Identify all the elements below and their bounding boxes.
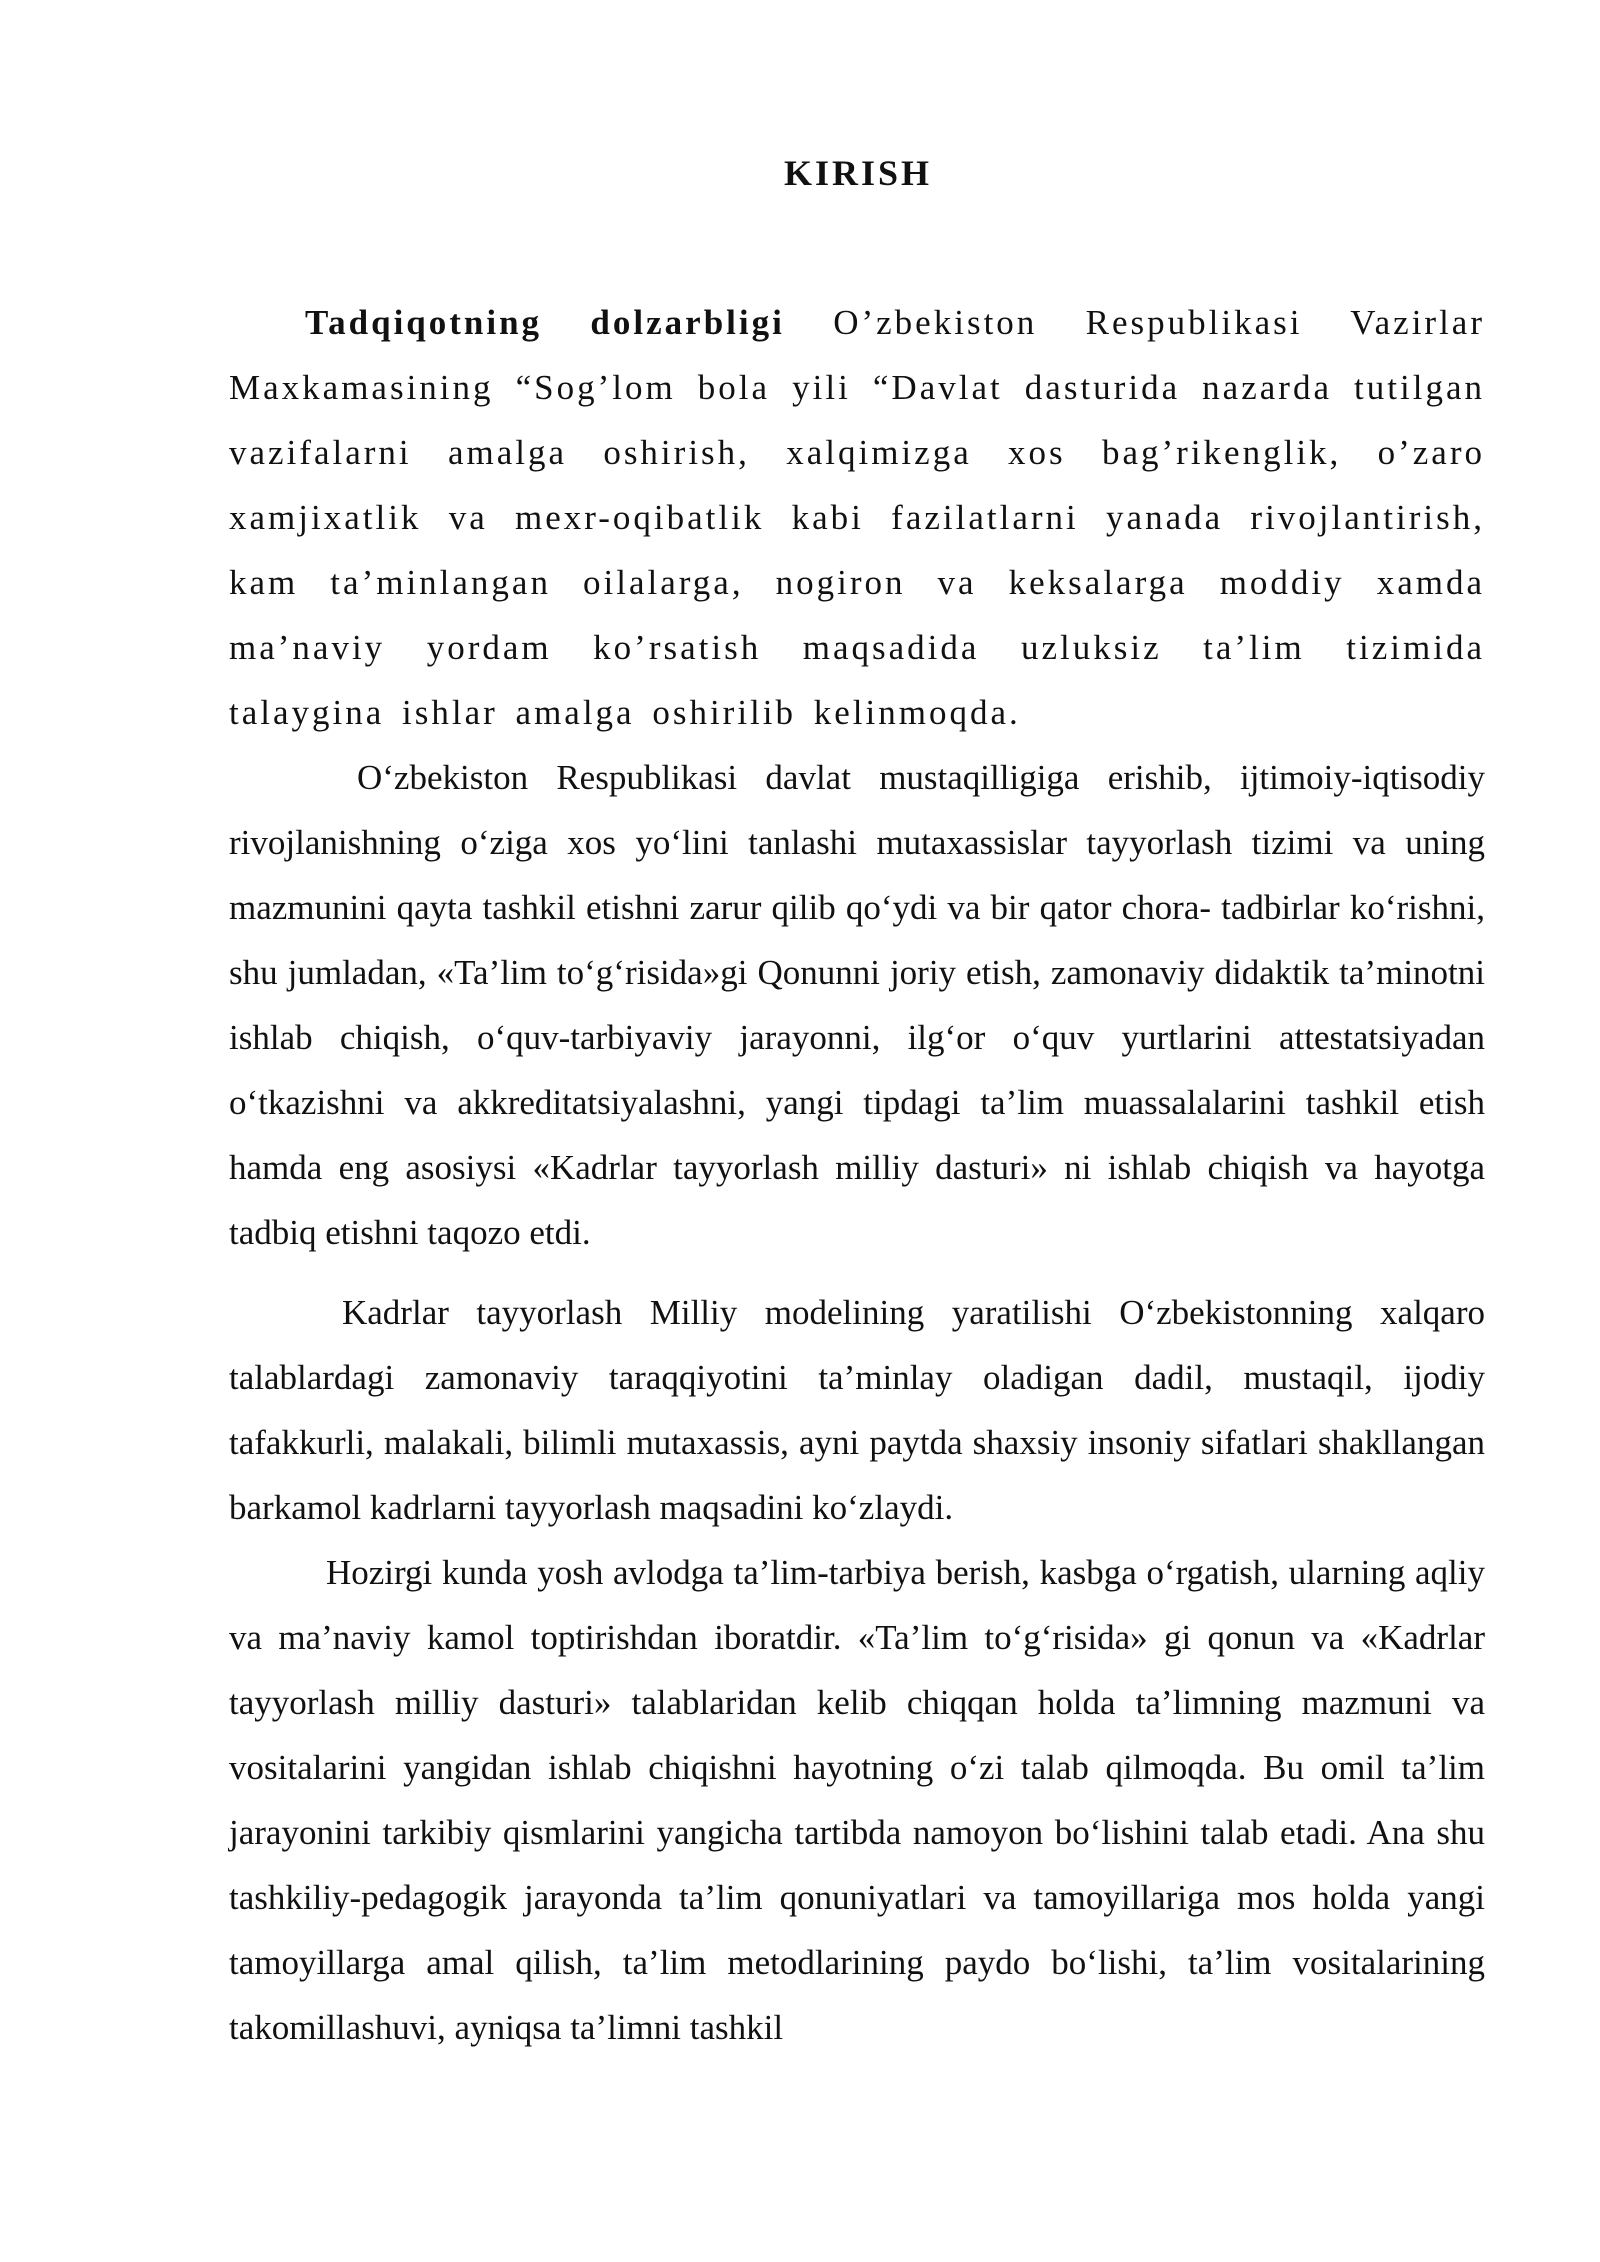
paragraph-relevance: [229, 290, 1485, 745]
page-title: KIRISH: [783, 153, 933, 193]
paragraph-current-education: Hozirgi kunda yosh avlodga ta’lim-tarbiya berish, kasbga o‘rgatish, ularning aqliy va ma’naviy kamol toptirishdan iboratdir. «Ta’lim to‘g‘risida» gi qonun va «Kadrlar tayyorlash milliy dasturi» talablaridan kelib chiqqan holda ta’limning mazmuni va vositalarini yangidan ishlab chiqishni hayotning o‘zi talab qilmoqda. Bu omil ta’lim jarayonini tarkibiy qismlarini yangicha tartibda namoyon bo‘lishini talab etadi. Ana shu tashkiliy-pedagogik jarayonda ta’lim qonuniyatlari va tamoyillariga mos holda yangi tamoyillarga amal qilish, ta’lim metodlarining paydo bo‘lishi, ta’lim vositalarining takomillashuvi, ayniqsa ta’limni tashkil: [229, 1553, 1485, 2047]
paragraph-text: O’zbekiston Respublikasi Vazirlar Maxkamasining “Sog’lom bola yili “Davlat dasturida nazarda tutilgan vazifalarni amalga oshirish, xalqimizga xos bag’rikenglik, o’zaro xamjixatlik va mexr-oqibatlik kabi fazilatlarni yanada rivojlantirish, kam ta’minlangan oilalarga, nogiron va keksalarga moddiy xamda ma’naviy yordam ko’rsatish maqsadida uzluksiz ta’lim tizimida talaygina ishlar amalga oshirilib kelinmoqda.: [229, 303, 1485, 732]
paragraph-lead: Tadqiqotning dolzarbligi: [305, 303, 785, 342]
paragraph-national-model: Kadrlar tayyorlash Milliy modelining yaratilishi O‘zbekistonning xalqaro talablardagi zamonaviy taraqqiyotini ta’minlay oladigan dadil, mustaqil, ijodiy tafakkurli, malakali, bilimli mutaxassis, ayni paytda shaxsiy insoniy sifatlari shakllangan barkamol kadrlarni tayyorlash maqsadini ko‘zlaydi.: [229, 1293, 1485, 1527]
paragraph-independence: O‘zbekiston Respublikasi davlat mustaqilligiga erishib, ijtimoiy-iqtisodiy rivojlanishning o‘ziga xos yo‘lini tanlashi mutaxassislar tayyorlash tizimi va uning mazmunini qayta tashkil etishni zarur qilib qo‘ydi va bir qator chora- tadbirlar ko‘rishni, shu jumladan, «Ta’lim to‘g‘risida»gi Qonunni joriy etish, zamonaviy didaktik ta’minotni ishlab chiqish, o‘quv-tarbiyaviy jarayonni, ilg‘or o‘quv yurtlarini attestatsiyadan o‘tkazishni va akkreditatsiyalashni, yangi tipdagi ta’lim muassalalarini tashkil etish hamda eng asosiysi «Kadrlar tayyorlash milliy dasturi» ni ishlab chiqish va hayotga tadbiq etishni taqozo etdi.: [229, 758, 1485, 1252]
document-body: [229, 290, 1485, 2060]
